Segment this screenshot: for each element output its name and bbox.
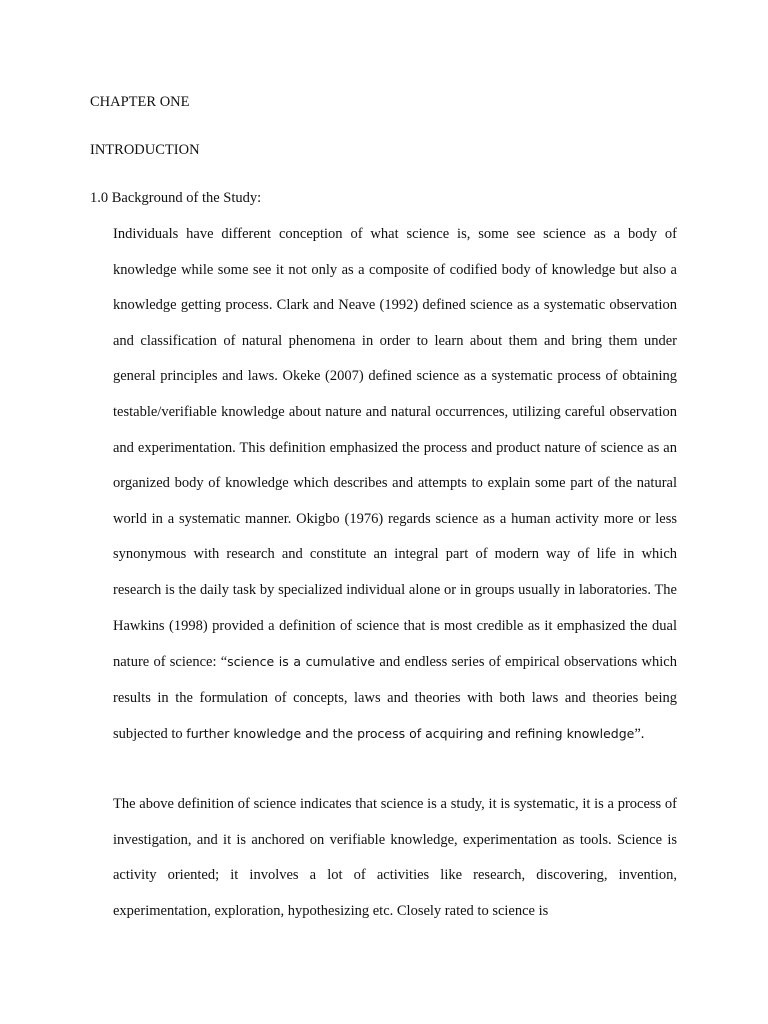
quote-end-mark: ”.	[634, 726, 645, 743]
paragraph-1-text: Individuals have different conception of what science is, some see science as a body of knowledge while some see it not only as a composite of codified body of knowledge but also a knowledge getting process. Clark and Neave (1992) defined science as a systematic observation and classification of natural phenomena in order to learn about them and bring them under general principles and laws. Okeke (2007) defined science as a systematic process of obtaining testable/verifiable knowledge about nature and natural occurrences, utilizing careful observation and experimentation. This definition emphasized the process and product nature of science as an organized body of knowledge which describes and attempts to explain some part of the natural world in a systematic manner. Okigbo (1976) regards science as a human activity more or less synonymous with research and constitute an integral part of modern way of life in which research is the daily task by specialized individual alone or in groups usually in laboratories. The Hawkins (1998) provided a definition of science that is most credible as it emphasized the dual nature of science: “	[113, 226, 677, 671]
quote-opening-text: science is a cumulative	[227, 654, 376, 670]
quote-middle-text: and endless series of empirical observations which results in the formulation of concepts, laws and theories with both laws and theories being subjected to	[113, 654, 677, 743]
chapter-heading: CHAPTER ONE	[90, 94, 190, 110]
background-paragraph-2: The above definition of science indicates that science is a study, it is systematic, it is a process of investigation, and it is anchored on verifiable knowledge, experimentation as tools. Science is activity oriented; it involves a lot of activities like research, discovering, invention, experimentation, exploration, hypothesizing etc. Closely rated to science is	[113, 796, 677, 919]
introduction-heading: INTRODUCTION	[90, 142, 200, 158]
quote-closing-text: further knowledge and the process of acquiring and refining knowledge	[186, 726, 635, 742]
background-paragraph-1	[113, 217, 677, 753]
section-heading: 1.0 Background of the Study:	[90, 190, 262, 206]
